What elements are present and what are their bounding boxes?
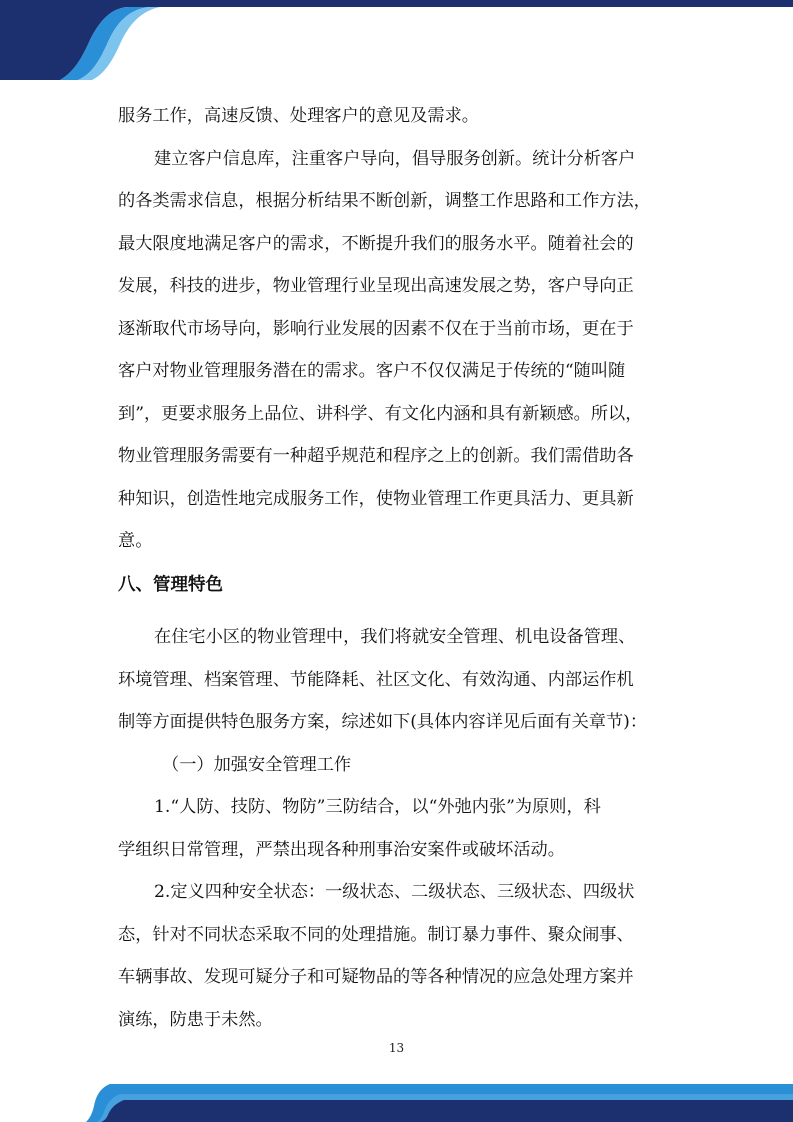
section-text-line-9: 车辆事故、发现可疑分子和可疑物品的等各种情况的应急处理方案并 — [118, 967, 634, 987]
section-heading: 八、管理特色 — [118, 575, 223, 595]
text-line-3: 的各类需求信息，根据分析结果不断创新，调整工作思路和工作方法， — [118, 191, 651, 211]
section-text-line-10: 演练，防患于未然。 — [118, 1009, 273, 1030]
text-line-6: 逐渐取代市场导向，影响行业发展的因素不仅在于当前市场，更在于 — [118, 318, 634, 339]
body-text-part2 — [118, 616, 686, 1041]
section-text-line-1: 在住宅小区的物业管理中，我们将就安全管理、机电设备管理、 — [154, 627, 636, 647]
text-line-8: 到”，更要求服务上品位、讲科学、有文化内涵和具有新颖感。所以， — [118, 403, 643, 424]
section-text-line-7: 2.定义四种安全状态：一级状态、二级状态、三级状态、四级状 — [154, 882, 635, 902]
section-text-line-5: 1.“人防、技防、物防”三防结合，以“外弛内张”为原则，科 — [154, 797, 601, 817]
text-line-1: 服务工作，高速反馈、处理客户的意见及需求。 — [118, 106, 479, 126]
text-line-11: 意。 — [118, 531, 153, 551]
section-text-line-2: 环境管理、档案管理、节能降耗、社区文化、有效沟通、内部运作机 — [118, 669, 634, 690]
page-number: 13 — [388, 1041, 405, 1055]
section-text-line-4: （一）加强安全管理工作 — [162, 754, 352, 775]
body-text-part1 — [118, 95, 686, 563]
text-line-4: 最大限度地满足客户的需求，不断提升我们的服务水平。随着社会的 — [118, 233, 634, 254]
text-line-10: 种知识，创造性地完成服务工作，使物业管理工作更具活力、更具新 — [118, 488, 634, 509]
text-line-9: 物业管理服务需要有一种超乎规范和程序之上的创新。我们需借助各 — [118, 446, 634, 466]
text-line-2: 建立客户信息库，注重客户导向，倡导服务创新。统计分析客户 — [154, 148, 636, 169]
header-decoration — [0, 0, 793, 80]
section-text-line-3: 制等方面提供特色服务方案，综述如下(具体内容详见后面有关章节)： — [118, 712, 648, 732]
footer-decoration — [0, 1062, 793, 1122]
section-text-line-6: 学组织日常管理，严禁出现各种刑事治安案件或破坏活动。 — [118, 839, 565, 860]
text-line-7: 客户对物业管理服务潜在的需求。客户不仅仅满足于传统的“随叫随 — [118, 361, 626, 381]
section-text-line-8: 态，针对不同状态采取不同的处理措施。制订暴力事件、聚众闹事、 — [118, 924, 634, 945]
text-line-5: 发展，科技的进步，物业管理行业呈现出高速发展之势，客户导向正 — [118, 276, 634, 296]
